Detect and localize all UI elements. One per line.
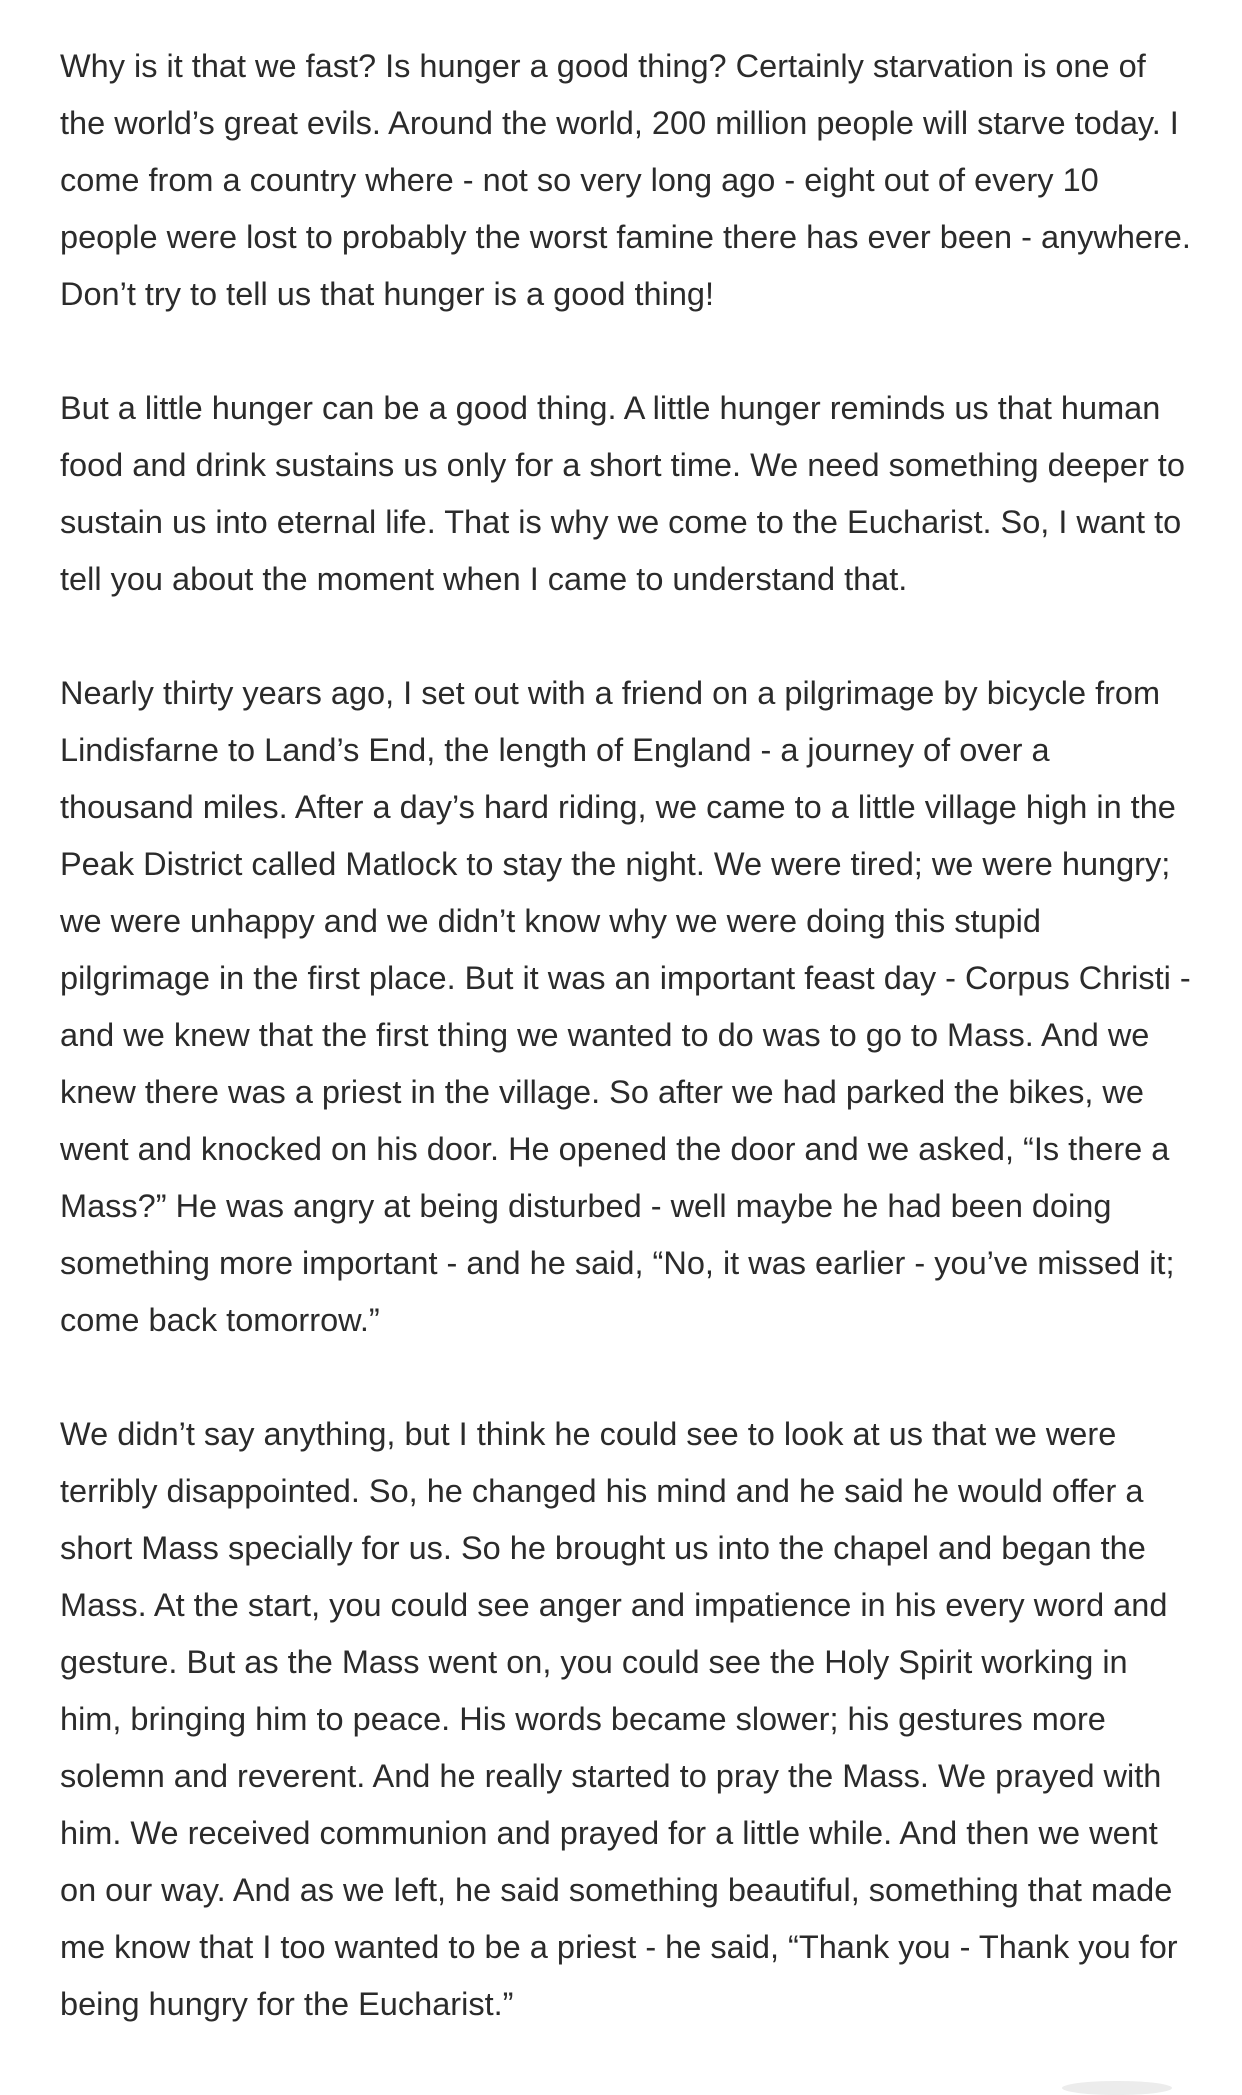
paragraph-pilgrimage: Nearly thirty years ago, I set out with a friend on a pilgrimage by bicycle from Lindisfarne to Land’s End, the length of England - a journey of over a thousand miles. After a day’s hard riding, we came to a little village high in the Peak District called Matlock to stay the night. We were tired; we were hungry; we were unhappy and we didn’t know why we were doing this stupid pilgrimage in the first place. But it was an important feast day - Corpus Christi - and we knew that the first thing we wanted to do was to go to Mass. And we knew there was a priest in the village. So after we had parked the bikes, we went and knocked on his door. He opened the door and we asked, “Is there a Mass?” He was angry at being disturbed - well maybe he had been doing something more important - and he said, “No, it was earlier - you’ve missed it; come back tomorrow.” <box>60 675 1191 1338</box>
scroll-shadow <box>1062 2081 1172 2095</box>
paragraph-fasting-hunger: Why is it that we fast? Is hunger a good thing? Certainly starvation is one of the world’s great evils. Around the world, 200 million people will starve today. I come from a country where - not so very long ago - eight out of every 10 people were lost to probably the worst famine there has ever been - anywhere. Don’t try to tell us that hunger is a good thing! <box>60 48 1191 312</box>
paragraph-little-hunger: But a little hunger can be a good thing. A little hunger reminds us that human food and drink sustains us only for a short time. We need something deeper to sustain us into eternal life. That is why we come to the Eucharist. So, I want to tell you about the moment when I came to understand that. <box>60 390 1185 597</box>
paragraph-short-mass: We didn’t say anything, but I think he could see to look at us that we were terribly disappointed. So, he changed his mind and he said he would offer a short Mass specially for us. So he brought us into the chapel and began the Mass. At the start, you could see anger and impatience in his every word and gesture. But as the Mass went on, you could see the Holy Spirit working in him, bringing him to peace. His words became slower; his gestures more solemn and reverent. And he really started to pray the Mass. We prayed with him. We received communion and prayed for a little while. And then we went on our way. And as we left, he said something beautiful, something that made me know that I too wanted to be a priest - he said, “Thank you - Thank you for being hungry for the Eucharist.” <box>60 1416 1178 2022</box>
